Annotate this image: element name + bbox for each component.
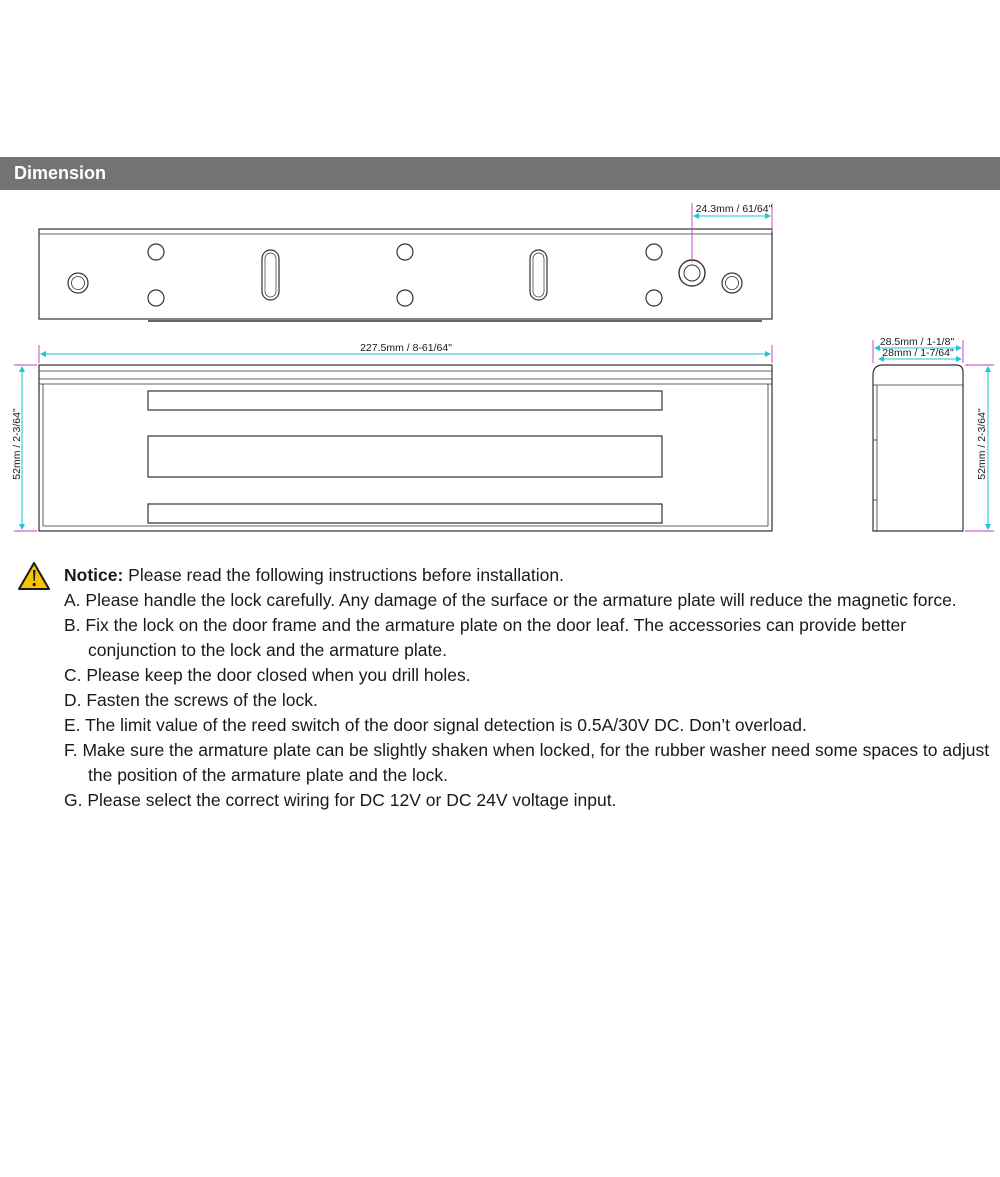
slot-hole [262,250,279,300]
notice-label: Notice: [64,565,124,585]
mount-hole [68,273,88,293]
screw-hole [148,244,164,260]
section-title: Dimension [14,163,107,183]
instruction-item: G. Please select the correct wiring for DC 12V or DC 24V voltage input. [64,790,617,810]
reed-switch-hole [679,260,705,286]
instruction-item: D. Fasten the screws of the lock. [64,690,318,710]
screw-hole [397,244,413,260]
front-view [39,365,772,531]
dimension-drawing [0,0,1000,560]
instruction-item: E. The limit value of the reed switch of the door signal detection is 0.5A/30V DC. Don’t overload. [64,715,807,735]
magnet-core-strip [148,391,662,410]
instruction-item: A. Please handle the lock carefully. Any damage of the surface or the armature plate will reduce the magnetic force. [64,590,957,610]
slot-hole [530,250,547,300]
length-label: 227.5mm / 8-61/64" [360,342,452,354]
top-view [39,229,772,321]
notice-intro: Please read the following instructions before installation. [123,565,564,585]
height-side-label: 52mm / 2-3/64" [976,408,988,480]
depth-outer-label: 28.5mm / 1-1/8" [879,336,955,348]
magnet-core-strip [148,504,662,523]
mount-hole [722,273,742,293]
hole-offset-label: 24.3mm / 61/64" [695,203,773,215]
instruction-item: B. Fix the lock on the door frame and the armature plate on the door leaf. The accessories can provide better conjunction to the lock and the armature plate. [64,615,907,660]
instruction-item: F. Make sure the armature plate can be slightly shaken when locked, for the rubber washer need some spaces to adjust the position of the armature plate and the lock. [64,740,990,785]
screw-hole [646,244,662,260]
side-view [873,365,963,531]
screw-hole [646,290,662,306]
magnet-coil-strip [148,436,662,477]
screw-hole [397,290,413,306]
instruction-item: C. Please keep the door closed when you drill holes. [64,665,471,685]
depth-inner-label: 28mm / 1-7/64" [882,347,954,359]
warning-icon [18,562,50,590]
instruction-list [18,588,993,813]
screw-hole [148,290,164,306]
notice-section [18,563,993,813]
side-view-body [873,365,963,531]
height-front-label: 52mm / 2-3/64" [11,408,23,480]
notice-heading [18,563,993,588]
